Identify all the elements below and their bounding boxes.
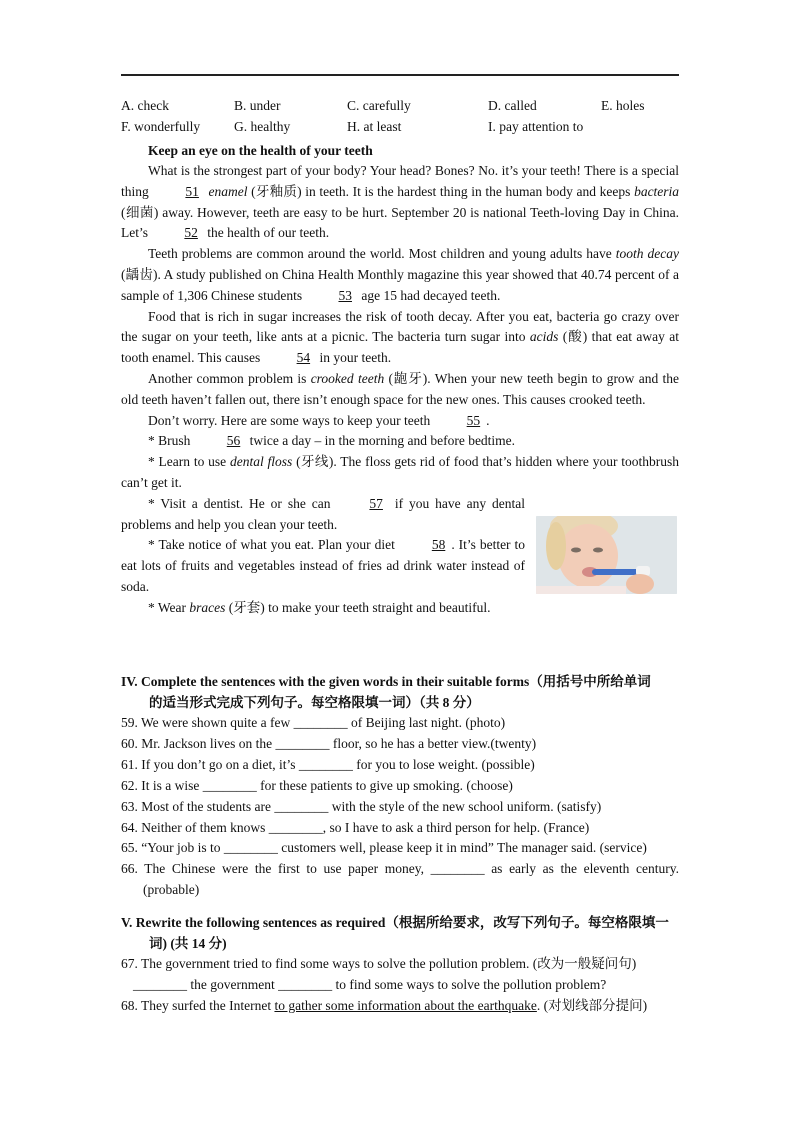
tip-floss: * Learn to use dental floss (牙线). The floss gets rid of food that’s hidden where your toothbrush can’t get it.: [121, 454, 679, 490]
section-v: [121, 912, 679, 1017]
question-68: 68. They surfed the Internet to gather some information about the earthquake. (对划线部分提问): [121, 997, 648, 1013]
question-65: 65. “Your job is to ________ customers well, please keep it in mind” The manager said. (service): [121, 840, 647, 856]
child-brushing-teeth-illustration: [536, 516, 677, 594]
paragraph-4: Another common problem is crooked teeth (龅牙). When your new teeth begin to grow and the old teeth haven’t fallen out, there isn’t enough space for the new ones. This causes crooked teeth.: [121, 370, 680, 407]
word-options: [121, 98, 681, 140]
tip-diet: * Take notice of what you eat. Plan your diet 58 . It’s better to eat lots of fruits and vegetables instead of fries ad drink water instead of soda.: [121, 537, 526, 594]
underlined-phrase: to gather some information about the earthquake: [274, 997, 537, 1013]
blank-56: 56: [226, 433, 241, 449]
section-iv: [121, 671, 679, 901]
blank-51: 51: [185, 183, 199, 199]
paragraph-2: Teeth problems are common around the world. Most children and young adults have tooth decay (龋齿). A study published on China Health Monthly magazine this year showed that 40.74 percent of a sample of 1,306 Chinese students 53 age 15 had decayed teeth.: [121, 244, 679, 306]
paragraph-3: Food that is rich in sugar increases the risk of tooth decay. After you eat, bacteria go crazy over the sugar on your teeth, like ants at a picnic. The bacteria turn sugar into acids (酸) that eat away at tooth enamel. This causes 54 in your teeth.: [121, 307, 679, 369]
options-row-1: [121, 98, 681, 119]
question-66: 66. The Chinese were the first to use paper money, ________ as early as the eleventh century. (probable): [121, 861, 679, 898]
tip-brush: * Brush 56 twice a day – in the morning and before bedtime.: [121, 431, 679, 452]
option-d: D. called: [488, 98, 537, 113]
option-e: E. holes: [601, 98, 645, 113]
blank-52: 52: [184, 225, 198, 241]
options-row-2: [121, 119, 681, 140]
tip-braces: * Wear braces (牙套) to make your teeth straight and beautiful.: [148, 599, 491, 615]
question-67: 67. The government tried to find some ways to solve the pollution problem. (改为一般疑问句): [121, 956, 637, 971]
passage-title: Keep an eye on the health of your teeth: [148, 143, 373, 158]
question-63: 63. Most of the students are ________ with the style of the new school uniform. (satisfy): [121, 798, 602, 814]
child-brushing-teeth-photo: [536, 516, 677, 594]
option-i: I. pay attention to: [488, 119, 584, 134]
option-a: A. check: [121, 98, 169, 113]
option-g: G. healthy: [234, 119, 291, 134]
option-b: B. under: [234, 98, 281, 113]
section-v-heading: V. Rewrite the following sentences as required（根据所给要求，改写下列句子。每空格限填一 词) (共 14 分): [121, 915, 669, 951]
option-f: F. wonderfully: [121, 119, 201, 134]
blank-57: 57: [369, 495, 383, 511]
blank-53: 53: [338, 287, 352, 303]
top-rule: [121, 74, 679, 76]
question-64: 64. Neither of them knows ________, so I have to ask a third person for help. (France): [121, 819, 590, 835]
question-67-answer: ________ the government ________ to find some ways to solve the pollution problem?: [133, 976, 607, 992]
option-h: H. at least: [347, 119, 402, 134]
blank-58: 58: [431, 537, 446, 553]
blank-54: 54: [296, 350, 311, 366]
question-61: 61. If you don’t go on a diet, it’s ________ for you to lose weight. (possible): [121, 756, 535, 772]
paragraph-5: Don’t worry. Here are some ways to keep your teeth 55 .: [121, 411, 679, 432]
question-59: 59. We were shown quite a few ________ of Beijing last night. (photo): [121, 715, 506, 730]
question-62: 62. It is a wise ________ for these patients to give up smoking. (choose): [121, 777, 513, 793]
option-c: C. carefully: [347, 98, 411, 113]
blank-55: 55: [466, 412, 481, 428]
paragraph-1: What is the strongest part of your body? Your head? Bones? No. it’s your teeth! There is a special thing 51 enamel (牙釉质) in teeth. It is the hardest thing in the human body and keeps bacteria (细菌) away. However, teeth are easy to be hurt. September 20 is national Teeth-loving Day in China. Let’s 52 the health of our teeth.: [121, 161, 679, 244]
question-60: 60. Mr. Jackson lives on the ________ floor, so he has a better view.(twenty): [121, 735, 537, 751]
tip-dentist: * Visit a dentist. He or she can 57 if you have any dental problems and help you clean your teeth.: [121, 495, 525, 532]
section-iv-heading: IV. Complete the sentences with the given words in their suitable forms（用括号中所给单词 的适当形式完成下列句子。每空格限填一词）（共 8 分）: [121, 674, 651, 710]
